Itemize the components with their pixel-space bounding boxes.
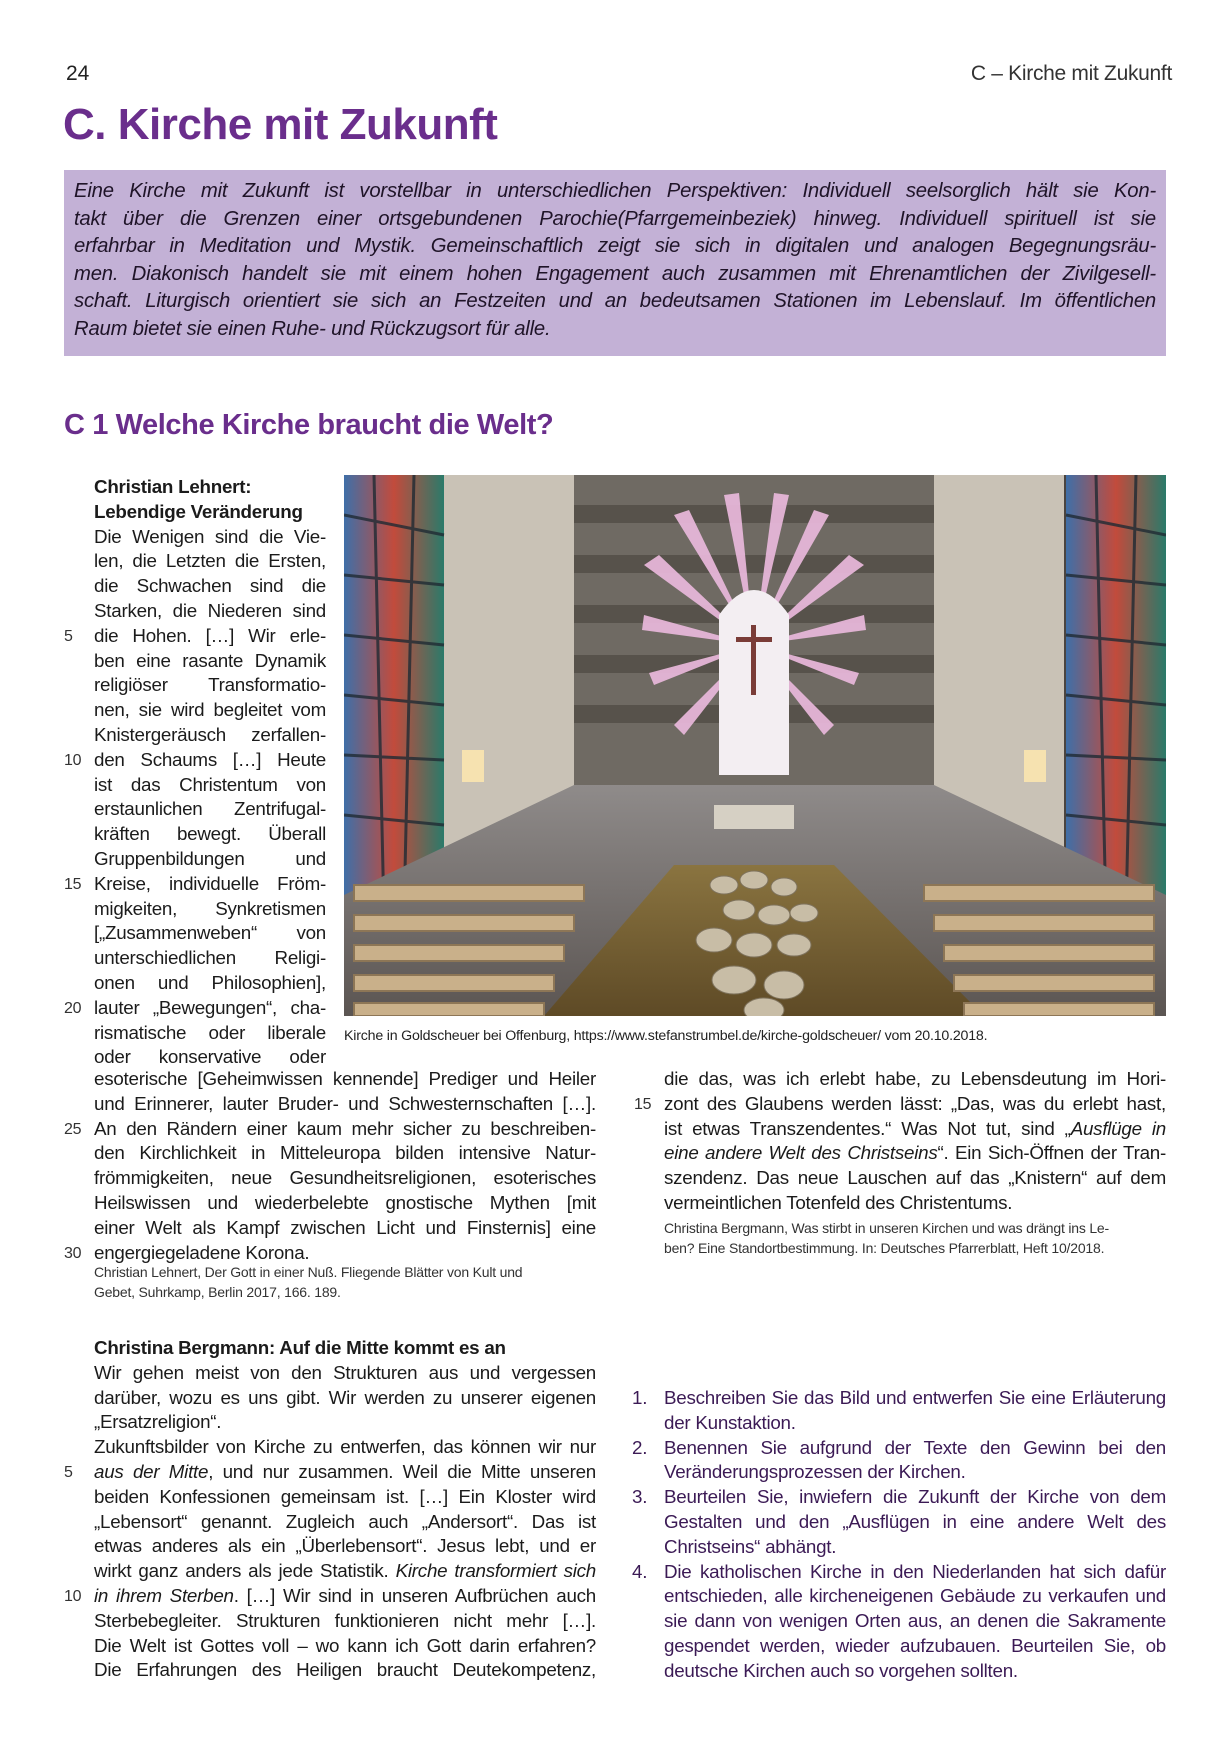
lehnert-line: 10 den Schaums […] Heute: [94, 748, 326, 773]
task-text: Beschreiben Sie das Bild und entwerfen Sie eine Erläuterung der Kunstaktion.: [664, 1387, 1166, 1433]
intro-line: Eine Kirche mit Zukunft ist vorstellbar in unterschiedlichen Perspektiven: Individuell seelsorglich hält sie Kon-: [74, 180, 1156, 202]
task-text: Beurteilen Sie, inwiefern die Zukunft der Kirche von dem Gestalten und den „Ausflügen in eine andere Welt des Christseins“ abhängt.: [664, 1486, 1166, 1557]
lehnert-line: erstaunlichen Zentrifugal-: [94, 798, 326, 820]
bergmann-line: „Ersatzreligion“.: [94, 1411, 222, 1433]
bergmann-line: 5 aus der Mitte, und nur zusammen. Weil die Mitte unseren: [94, 1460, 596, 1485]
bergmann-line: die das, was ich erlebt habe, zu Lebensdeutung im Hori-: [664, 1068, 1166, 1089]
line-number: 10: [64, 1587, 82, 1605]
lehnert-line: ben eine rasante Dynamik: [94, 649, 326, 671]
line-number: 25: [64, 1120, 82, 1138]
lehnert-line: onen und Philosophien],: [94, 971, 326, 993]
bergmann-line: 10 in ihrem Sterben. […] Wir sind in unseren Aufbrüchen auch: [94, 1584, 596, 1609]
lehnert-line: den Kirchlichkeit in Mitteleuropa bilden intensive Natur-: [94, 1142, 596, 1164]
task-number: 2.: [632, 1436, 648, 1458]
bergmann-line: etwas anderes als ein „Überlebensort“. Jesus lebt, und er: [94, 1535, 596, 1557]
lehnert-source: [94, 1262, 596, 1302]
line-number: 20: [64, 999, 82, 1017]
intro-line: men. Diakonisch handelt sie mit einem hohen Engagement auch zusammen mit Ehrenamtlichen der Zivilgesell-: [74, 262, 1156, 285]
bergmann-line: Sterbebegleiter. Strukturen funktionieren nicht mehr […].: [94, 1609, 596, 1631]
lehnert-line: religiöser Transformatio-: [94, 674, 326, 696]
line-number: 15: [64, 875, 82, 893]
lehnert-line: len, die Letzten die Ersten,: [94, 550, 326, 572]
lehnert-line: 30 engergiegeladene Korona.: [94, 1241, 596, 1266]
bergmann-line: beiden Konfessionen gemeinsam ist. […] Ein Kloster wird: [94, 1485, 596, 1507]
lehnert-line: Knistergeräusch zerfallen-: [94, 723, 326, 745]
task-text: Benennen Sie aufgrund der Texte den Gewinn bei den Veränderungsprozessen der Kirchen.: [664, 1436, 1166, 1483]
line-number: 10: [64, 751, 82, 769]
bergmann-line: Die Welt ist Gottes voll – wo kann ich Gott darin erfahren?: [94, 1634, 596, 1656]
lehnert-source-line: Christian Lehnert, Der Gott in einer Nuß. Fliegende Blätter von Kult und: [94, 1264, 523, 1280]
bergmann-source-line: Christina Bergmann, Was stirbt in unseren Kirchen und was drängt ins Le-: [664, 1220, 1109, 1236]
line-number: 5: [64, 1463, 73, 1481]
photo-caption: Kirche in Goldscheuer bei Offenburg, https://www.stefanstrumbel.de/kirche-goldscheuer/ vom 20.10.2018.: [344, 1028, 988, 1044]
running-head: C – Kirche mit Zukunft: [970, 62, 1172, 85]
lehnert-line: ist das Christentum von: [94, 773, 326, 795]
intro-line: takt über die Grenzen einer ortsgebundenen Parochie(Pfarrgemeinbeziek) hinweg. Individuell spirituell ist sie: [74, 207, 1156, 230]
lehnert-line: unterschiedlichen Religi-: [94, 947, 326, 969]
lehnert-line: und Erinnerer, lauter Bruder- und Schwesternschaften […].: [94, 1092, 596, 1114]
line-number: 30: [64, 1244, 82, 1262]
task-number: 1.: [632, 1387, 648, 1408]
task-item: [632, 1560, 1166, 1684]
intro-box: [64, 170, 1166, 356]
task-number: 3.: [632, 1486, 648, 1508]
lehnert-line: frömmigkeiten, neue Gesundheitsreligionen, esoterisches: [94, 1167, 596, 1189]
bergmann-line: ist etwas Transzendentes.“ Was Not tut, sind „Ausflüge in: [664, 1117, 1166, 1139]
lehnert-line: esoterische [Geheimwissen kennende] Prediger und Heiler: [94, 1068, 596, 1089]
lehnert-line: 20 lauter „Bewegungen“, cha-: [94, 996, 326, 1021]
bergmann-line: Wir gehen meist von den Strukturen aus und vergessen: [94, 1361, 596, 1383]
bergmann-line: 15 zont des Glaubens werden lässt: „Das, was du erlebt hast,: [664, 1092, 1166, 1117]
page-number: 24: [66, 62, 90, 85]
intro-line: erfahrbar in Meditation und Mystik. Gemeinschaftlich zeigt sie sich in digitalen und analogen Begegnungsräu-: [74, 235, 1156, 257]
bergmann-line: wirkt ganz anders als jede Statistik. Kirche transformiert sich: [94, 1560, 596, 1582]
lehnert-text-narrow: [64, 475, 326, 1070]
section-title: C 1 Welche Kirche braucht die Welt?: [64, 409, 554, 441]
bergmann-line: eine andere Welt des Christseins“. Ein Sich-Öffnen der Tran-: [664, 1142, 1166, 1164]
lehnert-author: Christian Lehnert:: [94, 476, 252, 497]
lehnert-line: 15 Kreise, individuelle Fröm-: [94, 872, 326, 897]
line-number: 15: [634, 1095, 652, 1113]
task-item: [632, 1386, 1166, 1436]
church-sheep-image: [344, 475, 1166, 1016]
task-item: [632, 1485, 1166, 1559]
lehnert-line: 25 An den Rändern einer kaum mehr sicher zu beschreiben-: [94, 1117, 596, 1142]
intro-text: [74, 178, 1156, 343]
lehnert-line: Gruppenbildungen und: [94, 847, 326, 869]
lehnert-line: kräften bewegt. Überall: [94, 823, 326, 845]
task-text: Die katholischen Kirche in den Niederlanden hat sich dafür entschieden, alle kircheneigenen Gebäude zu verkaufen und sie dann von wenigen Orten aus, an denen die Sakramente gespendet werden, wieder aufzubauen. Beurteilen Sie, ob deutsche Kirchen auch so vorgehen sollten.: [664, 1560, 1166, 1681]
intro-line: schaft. Liturgisch orientiert sie sich an Festzeiten und an bedeutsamen Stationen im Lebenslauf. Im öffentlichen: [74, 290, 1156, 312]
lehnert-line: [„Zusammenweben“ von: [94, 922, 326, 944]
lehnert-line: 5 die Hohen. […] Wir erle-: [94, 624, 326, 649]
task-number: 4.: [632, 1560, 648, 1582]
lehnert-line: Starken, die Niederen sind: [94, 599, 326, 621]
lehnert-source-line: Gebet, Suhrkamp, Berlin 2017, 166. 189.: [94, 1284, 341, 1300]
lehnert-line: migkeiten, Synkretismen: [94, 897, 326, 919]
bergmann-line: darüber, wozu es uns gibt. Wir werden zu unserer eigenen: [94, 1386, 596, 1408]
church-photo: [344, 475, 1166, 1016]
line-number: 5: [64, 627, 73, 645]
lehnert-line: nen, sie wird begleitet vom: [94, 699, 326, 721]
bergmann-source: [664, 1218, 1166, 1258]
bergmann-heading: Christina Bergmann: Auf die Mitte kommt es an: [94, 1337, 506, 1358]
lehnert-line: Die Wenigen sind die Vie-: [94, 525, 326, 547]
lehnert-line: oder konservative oder: [94, 1046, 326, 1068]
intro-line: Raum bietet sie einen Ruhe- und Rückzugsort für alle.: [74, 317, 551, 340]
bergmann-text-continued: [634, 1067, 1166, 1216]
bergmann-text: [64, 1336, 596, 1683]
chapter-title: C. Kirche mit Zukunft: [63, 100, 498, 149]
lehnert-line: die Schwachen sind die: [94, 575, 326, 597]
lehnert-line: Heilswissen und wiederbelebte gnostische Mythen [mit: [94, 1191, 596, 1213]
lehnert-title: Lebendige Veränderung: [94, 500, 303, 522]
lehnert-text-wide: [64, 1067, 596, 1265]
lehnert-line: rismatische oder liberale: [94, 1021, 326, 1043]
bergmann-line: „Lebensort“ genannt. Zugleich auch „Andersort“. Das ist: [94, 1510, 596, 1532]
bergmann-line: vermeintlichen Totenfeld des Christentums.: [664, 1191, 1013, 1213]
task-list: [632, 1386, 1166, 1684]
task-item: [632, 1436, 1166, 1486]
bergmann-source-line: ben? Eine Standortbestimmung. In: Deutsches Pfarrerblatt, Heft 10/2018.: [664, 1240, 1105, 1256]
bergmann-line: Die Erfahrungen des Heiligen braucht Deutekompetenz,: [94, 1659, 596, 1681]
bergmann-line: szendenz. Das neue Lauschen auf das „Knistern“ auf dem: [664, 1167, 1166, 1189]
lehnert-line: einer Welt als Kampf zwischen Licht und Finsternis] eine: [94, 1216, 596, 1238]
bergmann-line: Zukunftsbilder von Kirche zu entwerfen, das können wir nur: [94, 1436, 596, 1458]
